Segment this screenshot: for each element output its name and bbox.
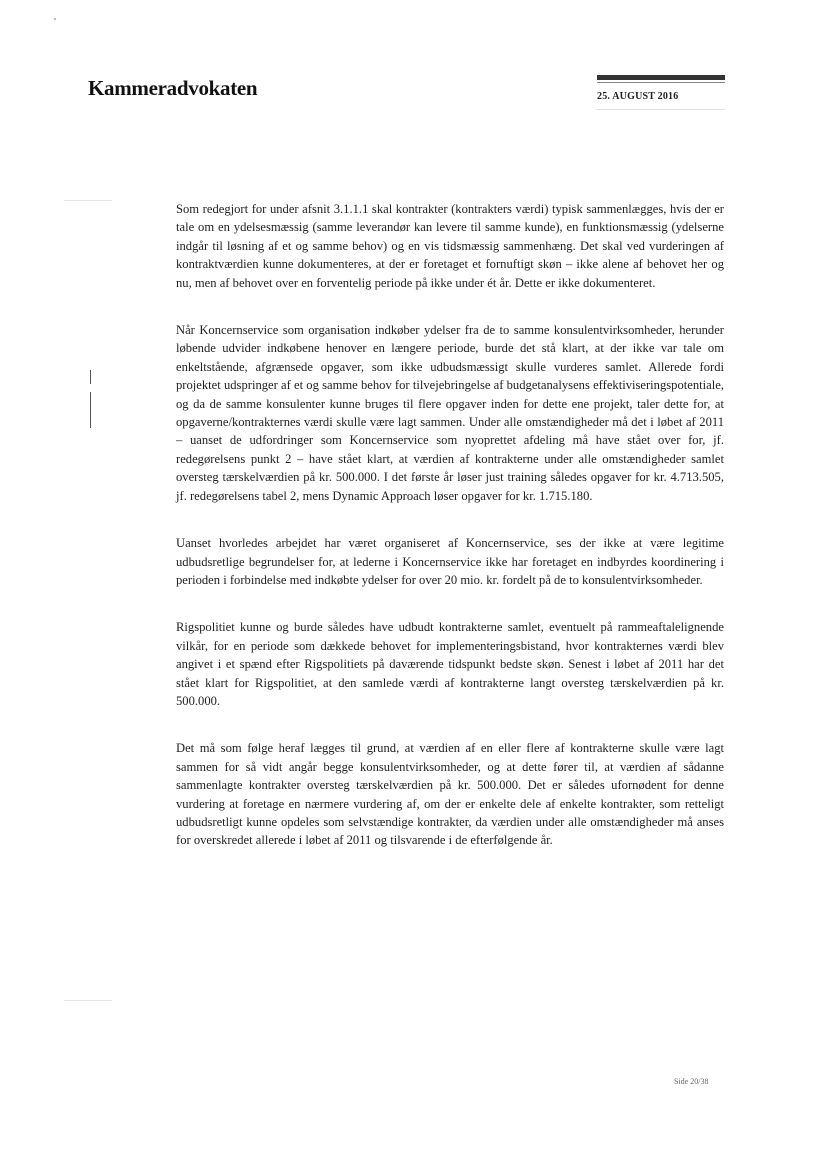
- header-rule-thick: [597, 75, 725, 80]
- paragraph: Det må som følge heraf lægges til grund, at værdien af en eller flere af kontrakterne skulle være lagt sammen for så vidt angår begge konsulentvirksomheder, og at dette fører til, at værdien af sådanne sammenlagte kontrakter oversteg tærskelværdien på kr. 500.000. Det er således ufornødent for denne vurdering at foretage en nærmere vurdering af, om der er enkelte dele af enkelte kontrakter, som retteligt udbudsretligt kunne opdeles som selvstændige kontrakter, da værdien under alle omstændigheder må anses for overskredet allerede i løbet af 2011 og tilsvarende i de efterfølgende år.: [176, 741, 724, 848]
- paragraph: Uanset hvorledes arbejdet har været organiseret af Koncernservice, ses der ikke at være legitime udbudsretlige begrundelser for, at lederne i Koncernservice ikke har foretaget en indbyrdes koordinering i perioden i forbindelse med indkøbte ydelser for over 20 mio. kr. fordelt på de to konsulentvirksomheder.: [176, 536, 724, 587]
- margin-mark: [90, 392, 91, 428]
- document-date: 25. AUGUST 2016: [597, 91, 679, 102]
- scan-artifact-line: [64, 200, 112, 201]
- scan-artifact-line: [64, 1000, 112, 1001]
- kammeradvokaten-logo: Kammeradvokaten: [88, 76, 258, 100]
- page-number: Side 20/38: [674, 1077, 709, 1086]
- date-underline: [597, 109, 725, 110]
- header-rule-thin: [597, 82, 725, 83]
- paragraph: Når Koncernservice som organisation indkøber ydelser fra de to samme konsulentvirksomheder, herunder løbende udvider indkøbene henover en længere periode, burde det stå klart, at der ikke var tale om enkeltstående, afgrænsede opgaver, som ikke udbudsmæssigt skulle vurderes samlet. Allerede fordi projektet udspringer af et og samme behov for tilvejebringelse af budgetanalysens effektiviseringspotentiale, og da de samme konsulenter kunne bruges til flere opgaver inden for dette ene projekt, taler dette for, at opgaverne/kontrakternes værdi skulle være lagt sammen. Under alle omstændigheder må det i løbet af 2011 – uanset de udfordringer som Koncernservice som nyoprettet afdeling må have stået over for, jf. redegørelsens punkt 2 – have stået klart, at værdien af kontrakterne under alle omstændigheder samlet oversteg tærskelværdien på kr. 500.000. I det første år løser just training således opgaver for kr. 4.713.505, jf. redegørelsens tabel 2, mens Dynamic Approach løser opgaver for kr. 1.715.180.: [176, 323, 724, 503]
- scan-speck: [54, 18, 56, 20]
- body-text: [176, 200, 724, 879]
- paragraph: Rigspolitiet kunne og burde således have udbudt kontrakterne samlet, eventuelt på rammeaftalelignende vilkår, for en periode som dækkede behovet for implementeringsbistand, hvor kontrakternes værdi blev angivet i et spænd efter Rigspolitiets på daværende tidspunkt bedste skøn. Senest i løbet af 2011 har det stået klart for Rigspolitiet, at den samlede værdi af kontrakterne langt oversteg tærskelværdien på kr. 500.000.: [176, 620, 724, 708]
- paragraph: Som redegjort for under afsnit 3.1.1.1 skal kontrakter (kontrakters værdi) typisk sammenlægges, hvis der er tale om en ydelsesmæssig (samme leverandør kan levere til samme kunde), en funktionsmæssig (ydelserne indgår til løsning af et og samme behov) og en vis tidsmæssig sammenhæng. Det skal ved vurderingen af kontraktværdien kunne dokumenteres, at der er foretaget et fornuftigt skøn – ikke alene af behovet her og nu, men af behovet over en forventelig periode på ikke under ét år. Dette er ikke dokumenteret.: [176, 202, 724, 290]
- margin-mark: [90, 370, 91, 384]
